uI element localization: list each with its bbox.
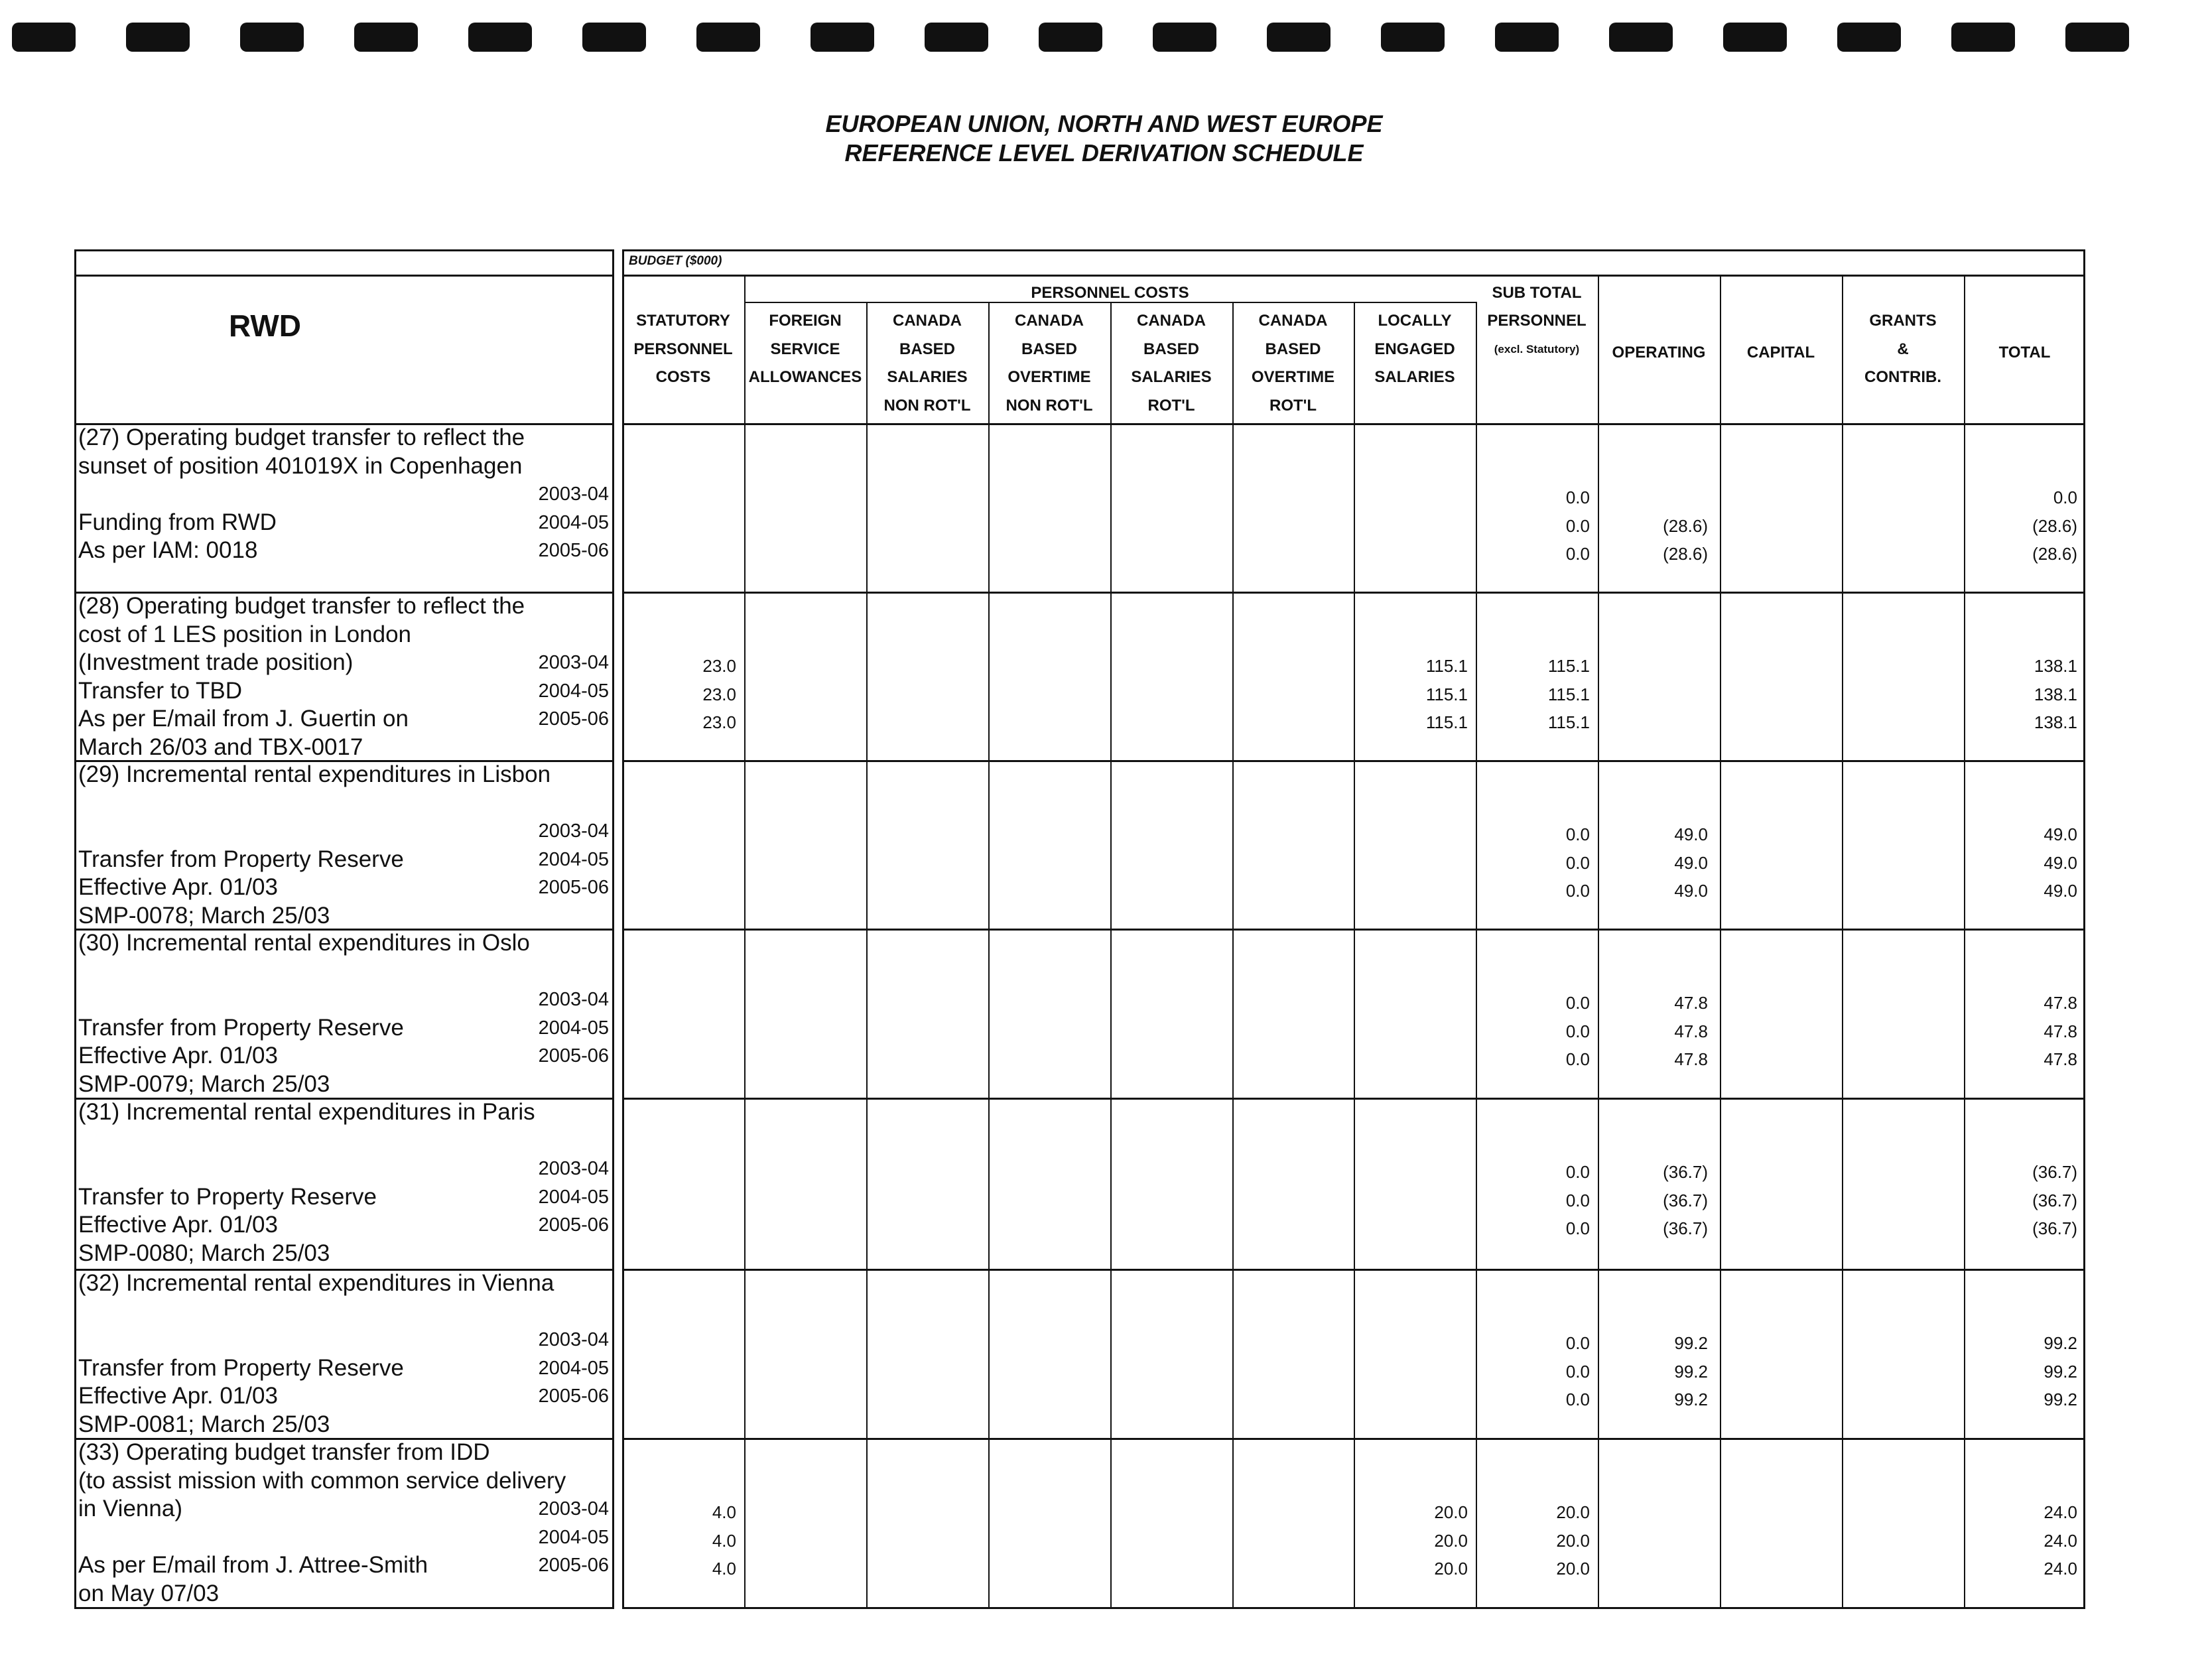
column-header-cb_sal_nr: NON ROT'L bbox=[883, 396, 971, 415]
cell-subtotal: 20.0 bbox=[1556, 1559, 1590, 1579]
item-description-line: Transfer from Property Reserve bbox=[78, 846, 404, 872]
column-header-cb_sal_nr: CANADA bbox=[893, 312, 962, 330]
fiscal-year-label: 2004-05 bbox=[538, 1526, 609, 1548]
column-header-cb_sal_r: CANADA bbox=[1137, 312, 1206, 330]
column-header-capital: CAPITAL bbox=[1746, 344, 1815, 361]
fiscal-year-label: 2003-04 bbox=[538, 989, 609, 1010]
perforation-hole bbox=[1495, 23, 1559, 52]
column-header-grants: & bbox=[1897, 340, 1909, 358]
column-header-statutory: STATUTORY bbox=[636, 312, 730, 330]
cell-subtotal: 115.1 bbox=[1547, 712, 1590, 732]
column-header-cb_ot_nr: CANADA bbox=[1015, 312, 1084, 330]
item-description-line: (30) Incremental rental expenditures in Oslo bbox=[78, 930, 530, 956]
page-subtitle: REFERENCE LEVEL DERIVATION SCHEDULE bbox=[844, 139, 1364, 166]
fiscal-year-label: 2004-05 bbox=[538, 848, 609, 870]
column-header-cb_ot_r: CANADA bbox=[1258, 312, 1328, 330]
cell-total: 99.2 bbox=[2044, 1333, 2077, 1353]
column-header-cb_sal_r: SALARIES bbox=[1131, 368, 1212, 386]
item-description-line: sunset of position 401019X in Copenhagen bbox=[78, 452, 523, 479]
perforation-hole bbox=[2065, 23, 2129, 52]
fiscal-year-label: 2004-05 bbox=[538, 1186, 609, 1208]
cell-les: 115.1 bbox=[1425, 656, 1468, 676]
cell-subtotal: 0.0 bbox=[1565, 1190, 1590, 1210]
cell-subtotal: 0.0 bbox=[1565, 881, 1590, 901]
cell-operating: 99.2 bbox=[1674, 1361, 1708, 1382]
cell-subtotal: 0.0 bbox=[1565, 993, 1590, 1013]
cell-statutory: 4.0 bbox=[712, 1530, 736, 1551]
fiscal-year-label: 2004-05 bbox=[538, 680, 609, 702]
column-header-cb_ot_nr: NON ROT'L bbox=[1006, 396, 1093, 415]
cell-total: 24.0 bbox=[2044, 1559, 2077, 1579]
perforation-hole bbox=[1837, 23, 1901, 52]
cell-les: 20.0 bbox=[1434, 1502, 1468, 1522]
cell-subtotal: 20.0 bbox=[1556, 1530, 1590, 1551]
fiscal-year-label: 2003-04 bbox=[538, 484, 609, 505]
item-description-line: As per IAM: 0018 bbox=[78, 537, 258, 563]
column-header-foreign: FOREIGN bbox=[769, 312, 842, 330]
fiscal-year-label: 2003-04 bbox=[538, 1498, 609, 1519]
perforation-hole bbox=[1723, 23, 1787, 52]
perforation-hole bbox=[12, 23, 76, 52]
cell-total: (28.6) bbox=[2032, 544, 2077, 564]
column-header-total: TOTAL bbox=[1998, 344, 2051, 361]
cell-total: (36.7) bbox=[2032, 1190, 2077, 1210]
cell-total: 138.1 bbox=[2034, 684, 2077, 704]
cell-statutory: 23.0 bbox=[702, 712, 736, 732]
column-header-foreign: SERVICE bbox=[770, 340, 840, 358]
personnel-costs-label: PERSONNEL COSTS bbox=[1031, 284, 1189, 302]
cell-total: (28.6) bbox=[2032, 515, 2077, 536]
cell-statutory: 4.0 bbox=[712, 1559, 736, 1579]
column-divider bbox=[744, 275, 746, 1609]
fiscal-year-label: 2004-05 bbox=[538, 1357, 609, 1379]
fiscal-year-label: 2005-06 bbox=[538, 1555, 609, 1576]
column-header-cb_ot_r: ROT'L bbox=[1269, 396, 1317, 415]
cell-subtotal: 0.0 bbox=[1565, 824, 1590, 844]
perforation-hole bbox=[1381, 23, 1445, 52]
cell-operating: 49.0 bbox=[1674, 852, 1708, 873]
column-header-foreign: ALLOWANCES bbox=[748, 368, 862, 386]
column-header-cb_ot_nr: OVERTIME bbox=[1007, 368, 1091, 386]
perforation-hole bbox=[925, 23, 988, 52]
item-description-line: Transfer to Property Reserve bbox=[78, 1183, 377, 1210]
column-header-cb_sal_r: ROT'L bbox=[1147, 396, 1195, 415]
column-header-statutory: PERSONNEL bbox=[633, 340, 733, 358]
item-description-line: Transfer from Property Reserve bbox=[78, 1354, 404, 1381]
cell-operating: 99.2 bbox=[1674, 1333, 1708, 1353]
section-divider bbox=[622, 929, 2085, 931]
cell-les: 20.0 bbox=[1434, 1559, 1468, 1579]
section-divider bbox=[622, 423, 2085, 425]
cell-subtotal: 0.0 bbox=[1565, 1333, 1590, 1353]
cell-statutory: 23.0 bbox=[702, 684, 736, 704]
cell-total: 49.0 bbox=[2044, 881, 2077, 901]
column-header-cb_sal_nr: BASED bbox=[899, 340, 955, 358]
item-description-line: SMP-0079; March 25/03 bbox=[78, 1070, 330, 1097]
column-divider bbox=[1354, 302, 1355, 1609]
column-header-cb_ot_nr: BASED bbox=[1021, 340, 1077, 358]
cell-subtotal: 0.0 bbox=[1565, 544, 1590, 564]
column-divider bbox=[1842, 275, 1843, 1609]
cell-total: 47.8 bbox=[2044, 993, 2077, 1013]
cell-subtotal: 0.0 bbox=[1565, 515, 1590, 536]
cell-subtotal: 0.0 bbox=[1565, 852, 1590, 873]
column-divider bbox=[988, 302, 990, 1609]
column-header-les: LOCALLY bbox=[1378, 312, 1452, 330]
item-description-line: Effective Apr. 01/03 bbox=[78, 874, 278, 900]
column-header-cb_sal_nr: SALARIES bbox=[887, 368, 968, 386]
sub-total-label: SUB TOTAL bbox=[1492, 284, 1582, 302]
cell-les: 20.0 bbox=[1434, 1530, 1468, 1551]
cell-total: 47.8 bbox=[2044, 1021, 2077, 1041]
item-description-line: cost of 1 LES position in London bbox=[78, 621, 412, 647]
cell-les: 115.1 bbox=[1425, 684, 1468, 704]
perforation-hole bbox=[696, 23, 760, 52]
rwd-label: RWD bbox=[229, 308, 302, 343]
cell-subtotal: 115.1 bbox=[1547, 684, 1590, 704]
item-description-line: Effective Apr. 01/03 bbox=[78, 1383, 278, 1409]
cell-total: 49.0 bbox=[2044, 852, 2077, 873]
perforation-hole bbox=[126, 23, 190, 52]
cell-subtotal: 115.1 bbox=[1547, 656, 1590, 676]
item-description-line: (to assist mission with common service delivery bbox=[78, 1467, 566, 1494]
fiscal-year-label: 2003-04 bbox=[538, 1329, 609, 1350]
fiscal-year-label: 2005-06 bbox=[538, 540, 609, 561]
item-description-line: (32) Incremental rental expenditures in Vienna bbox=[78, 1270, 554, 1296]
cell-subtotal: 0.0 bbox=[1565, 1021, 1590, 1041]
cell-les: 115.1 bbox=[1425, 712, 1468, 732]
cell-operating: 47.8 bbox=[1674, 1049, 1708, 1069]
column-header-les: SALARIES bbox=[1374, 368, 1455, 386]
perforation-hole bbox=[582, 23, 646, 52]
section-divider bbox=[622, 1269, 2085, 1271]
column-divider bbox=[1110, 302, 1112, 1609]
item-description-line: SMP-0078; March 25/03 bbox=[78, 902, 330, 929]
item-description-line: (28) Operating budget transfer to reflect the bbox=[78, 593, 525, 619]
cell-subtotal: 0.0 bbox=[1565, 1049, 1590, 1069]
cell-total: 138.1 bbox=[2034, 656, 2077, 676]
cell-total: 47.8 bbox=[2044, 1049, 2077, 1069]
item-description-line: (29) Incremental rental expenditures in Lisbon bbox=[78, 761, 551, 787]
cell-operating: 47.8 bbox=[1674, 993, 1708, 1013]
column-header-operating: OPERATING bbox=[1612, 344, 1706, 361]
cell-operating: 99.2 bbox=[1674, 1389, 1708, 1409]
column-header-subtotal: PERSONNEL bbox=[1487, 312, 1587, 330]
cell-operating: (36.7) bbox=[1663, 1190, 1708, 1210]
cell-operating: (36.7) bbox=[1663, 1162, 1708, 1182]
cell-total: 24.0 bbox=[2044, 1502, 2077, 1522]
item-description-line: (27) Operating budget transfer to reflect the bbox=[78, 424, 525, 450]
item-description-line: March 26/03 and TBX-0017 bbox=[78, 734, 363, 760]
perforation-hole bbox=[1609, 23, 1673, 52]
cell-operating: (28.6) bbox=[1663, 544, 1708, 564]
fiscal-year-label: 2005-06 bbox=[538, 1045, 609, 1066]
cell-total: (36.7) bbox=[2032, 1218, 2077, 1238]
column-header-cb_ot_r: OVERTIME bbox=[1251, 368, 1335, 386]
item-description-line: As per E/mail from J. Attree-Smith bbox=[78, 1552, 428, 1578]
cell-statutory: 4.0 bbox=[712, 1502, 736, 1522]
cell-statutory: 23.0 bbox=[702, 656, 736, 676]
cell-subtotal: 0.0 bbox=[1565, 1361, 1590, 1382]
perforation-hole bbox=[240, 23, 304, 52]
page-title: EUROPEAN UNION, NORTH AND WEST EUROPE bbox=[825, 110, 1383, 137]
cell-total: 0.0 bbox=[2053, 487, 2077, 507]
cell-total: 99.2 bbox=[2044, 1361, 2077, 1382]
item-description-line: Effective Apr. 01/03 bbox=[78, 1212, 278, 1238]
item-description-line: in Vienna) bbox=[78, 1496, 182, 1521]
column-header-subtotal: (excl. Statutory) bbox=[1494, 342, 1580, 355]
section-divider bbox=[622, 760, 2085, 762]
cell-total: 49.0 bbox=[2044, 824, 2077, 844]
cell-operating: 49.0 bbox=[1674, 824, 1708, 844]
section-divider bbox=[622, 1098, 2085, 1100]
item-description-line: SMP-0080; March 25/03 bbox=[78, 1240, 330, 1266]
cell-operating: (28.6) bbox=[1663, 515, 1708, 536]
perforation-hole bbox=[811, 23, 874, 52]
cell-operating: (36.7) bbox=[1663, 1218, 1708, 1238]
item-description-line: As per E/mail from J. Guertin on bbox=[78, 706, 409, 732]
item-description-line: SMP-0081; March 25/03 bbox=[78, 1411, 330, 1437]
cell-total: (36.7) bbox=[2032, 1162, 2077, 1182]
perforation-hole bbox=[1153, 23, 1216, 52]
cell-total: 138.1 bbox=[2034, 712, 2077, 732]
fiscal-year-label: 2003-04 bbox=[538, 820, 609, 842]
budget-label: BUDGET ($000) bbox=[629, 254, 722, 268]
cell-subtotal: 20.0 bbox=[1556, 1502, 1590, 1522]
column-header-statutory: COSTS bbox=[655, 368, 711, 386]
perforation-hole bbox=[1039, 23, 1102, 52]
cell-subtotal: 0.0 bbox=[1565, 487, 1590, 507]
item-description-line: Transfer to TBD bbox=[78, 677, 243, 704]
perforation-hole bbox=[1951, 23, 2015, 52]
item-description-line: (31) Incremental rental expenditures in Paris bbox=[78, 1099, 535, 1125]
item-description-line: Funding from RWD bbox=[78, 509, 277, 535]
column-divider bbox=[866, 302, 868, 1609]
fiscal-year-label: 2005-06 bbox=[538, 1386, 609, 1407]
fiscal-year-label: 2005-06 bbox=[538, 1214, 609, 1236]
item-description-line: Transfer from Property Reserve bbox=[78, 1014, 404, 1041]
perforation-hole bbox=[468, 23, 532, 52]
cell-subtotal: 0.0 bbox=[1565, 1389, 1590, 1409]
item-description-line: Effective Apr. 01/03 bbox=[78, 1043, 278, 1068]
section-divider bbox=[622, 1438, 2085, 1440]
fiscal-year-label: 2005-06 bbox=[538, 877, 609, 898]
cell-subtotal: 0.0 bbox=[1565, 1218, 1590, 1238]
section-divider bbox=[622, 592, 2085, 594]
perforation-hole bbox=[354, 23, 418, 52]
cell-operating: 47.8 bbox=[1674, 1021, 1708, 1041]
fiscal-year-label: 2003-04 bbox=[538, 1158, 609, 1179]
fiscal-year-label: 2005-06 bbox=[538, 708, 609, 730]
column-header-les: ENGAGED bbox=[1374, 340, 1455, 358]
cell-total: 99.2 bbox=[2044, 1389, 2077, 1409]
column-divider bbox=[1720, 275, 1721, 1609]
fiscal-year-label: 2004-05 bbox=[538, 1017, 609, 1039]
item-description-line: (Investment trade position) bbox=[78, 649, 354, 675]
cell-subtotal: 0.0 bbox=[1565, 1162, 1590, 1182]
column-header-cb_sal_r: BASED bbox=[1143, 340, 1199, 358]
item-description-line: (33) Operating budget transfer from IDD bbox=[78, 1439, 490, 1465]
column-divider bbox=[1232, 302, 1234, 1609]
cell-operating: 49.0 bbox=[1674, 881, 1708, 901]
cell-total: 24.0 bbox=[2044, 1530, 2077, 1551]
fiscal-year-label: 2003-04 bbox=[538, 652, 609, 673]
column-header-grants: GRANTS bbox=[1869, 312, 1937, 330]
column-header-grants: CONTRIB. bbox=[1864, 368, 1941, 386]
column-header-cb_ot_r: BASED bbox=[1265, 340, 1321, 358]
perforation-hole bbox=[1267, 23, 1331, 52]
fiscal-year-label: 2004-05 bbox=[538, 511, 609, 533]
item-description-line: on May 07/03 bbox=[78, 1580, 220, 1606]
